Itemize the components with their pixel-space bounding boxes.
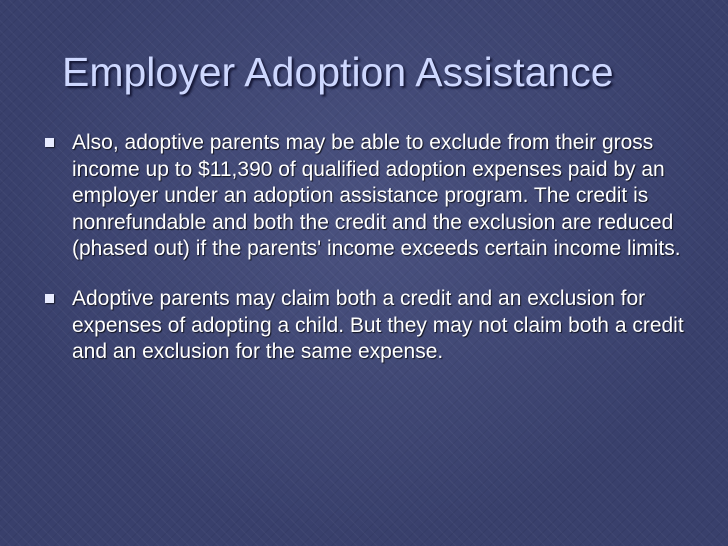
square-bullet-icon [45, 294, 54, 303]
bullet-list [40, 130, 695, 389]
bullet-text: Adoptive parents may claim both a credit and an exclusion for expenses of adopting a child. But they may not claim both a credit and an exclusion for the same expense. [72, 286, 684, 364]
bullet-item [40, 286, 695, 366]
bullet-text: Also, adoptive parents may be able to exclude from their gross income up to $11,390 of qualified adoption expenses paid by an employer under an adoption assistance program. The credit is nonrefundable and both the credit and the exclusion are reduced (phased out) if the parents' income exceeds certain income limits. [72, 131, 681, 261]
slide-title: Employer Adoption Assistance [62, 49, 614, 95]
square-bullet-icon [45, 138, 54, 147]
bullet-item [40, 130, 695, 263]
